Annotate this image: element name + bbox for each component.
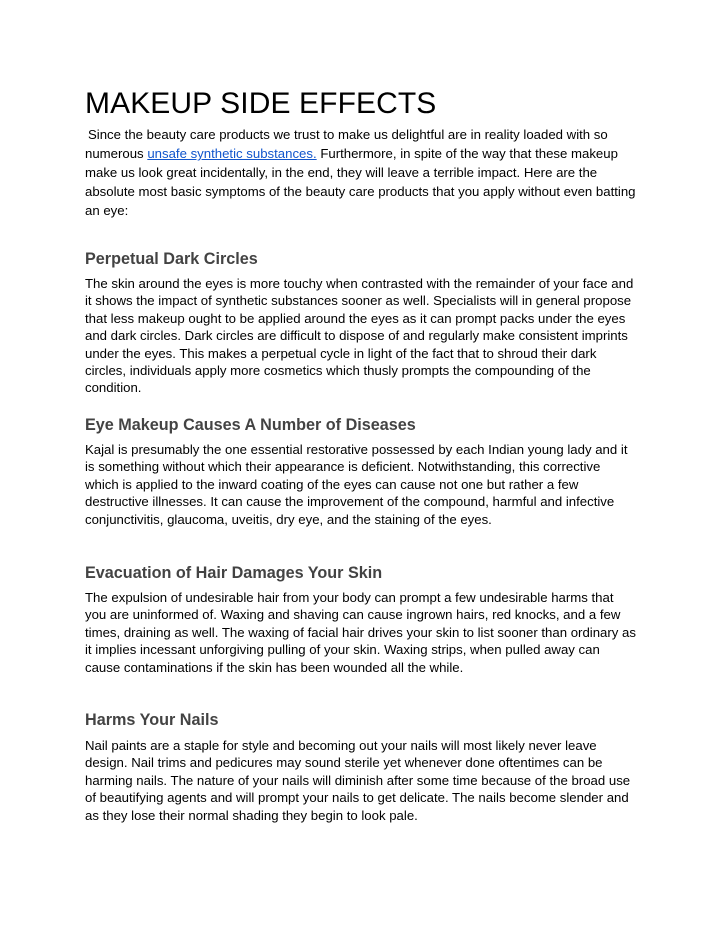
section-heading-dark-circles: Perpetual Dark Circles (85, 250, 258, 268)
section-body-nails: Nail paints are a staple for style and becoming out your nails will most likely never leave design. Nail trims and pedicures may sound sterile yet whenever done oftentimes can be harming nails. The nature of your nails will diminish after some time because of the broad use of beautifying agents and will prompt your nails to get delicate. The nails become slender and as they lose their normal shading they begin to look pale. (85, 738, 631, 823)
unsafe-synthetic-substances-link[interactable]: unsafe synthetic substances. (147, 146, 317, 162)
section-heading-eye-makeup: Eye Makeup Causes A Number of Diseases (85, 416, 416, 434)
section-heading-hair-removal: Evacuation of Hair Damages Your Skin (85, 564, 383, 582)
intro-paragraph (85, 125, 637, 220)
intro-text-after-link: Furthermore, in spite of the way that these makeup make us look great incidentally, in the end, they will leave a terrible impact. Here are the absolute most basic symptoms of the beauty care products that you apply without even batting an eye: (85, 146, 636, 219)
section-body-hair-removal: The expulsion of undesirable hair from your body can prompt a few undesirable harms that you are uninformed of. Waxing and shaving can cause ingrown hairs, red knocks, and a few times, draining as well. The waxing of facial hair drives your skin to list sooner than ordinary as it implies incessant unforgiving pulling of your skin. Waxing strips, when pulled away can cause contaminations if the skin has been wounded all the while. (85, 590, 636, 675)
page-title: MAKEUP SIDE EFFECTS (85, 87, 437, 120)
section-heading-nails: Harms Your Nails (85, 711, 219, 729)
intro-text-before-link: Since the beauty care products we trust to make us delightful are in reality loaded with so numerous (85, 127, 608, 162)
section-body-dark-circles: The skin around the eyes is more touchy when contrasted with the remainder of your face and it shows the impact of synthetic substances sooner as well. Specialists will in general propose that less makeup ought to be applied around the eyes as it can prompt packs under the eyes and dark circles. Dark circles are difficult to dispose of and regularly make consistent imprints under the eyes. This makes a perpetual cycle in light of the fact that to shroud their dark circles, individuals apply more cosmetics which thusly prompts the compounding of the condition. (85, 276, 634, 396)
section-body-eye-makeup: Kajal is presumably the one essential restorative possessed by each Indian young lady and it is something without which their appearance is deficient. Notwithstanding, this corrective which is applied to the inward coating of the eyes can cause not one but rather a few destructive illnesses. It can cause the improvement of the compound, harmful and infective conjunctivitis, glaucoma, uveitis, dry eye, and the staining of the eyes. (85, 442, 628, 527)
